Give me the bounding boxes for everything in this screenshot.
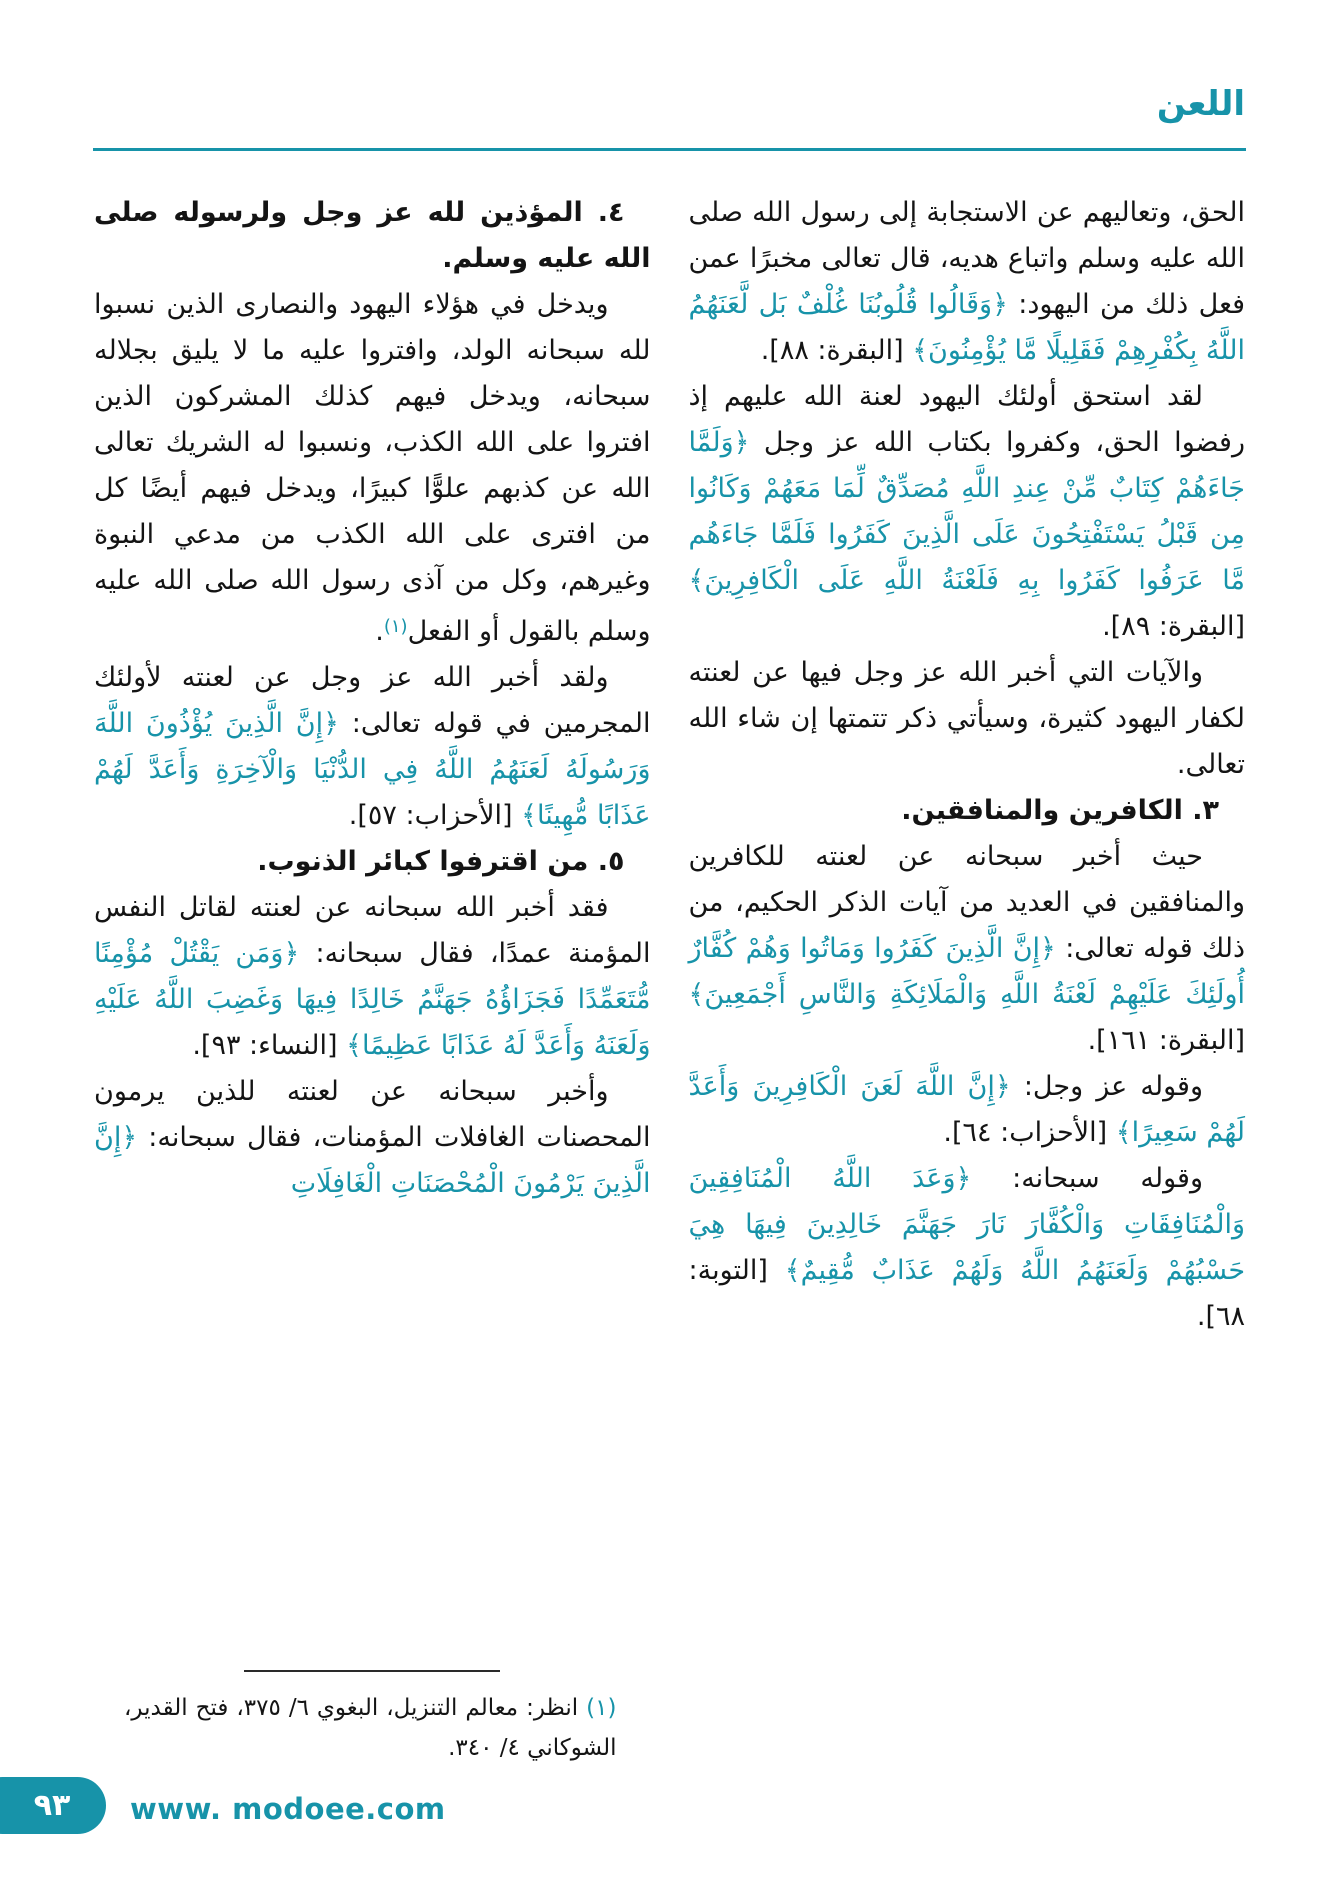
footnote-text: انظر: معالم التنزيل، البغوي ٦/ ٣٧٥، فتح القدير، الشوكاني ٤/ ٣٤٠. bbox=[124, 1695, 617, 1761]
paragraph bbox=[689, 650, 1246, 788]
verse-reference: [التوبة: ٦٨]. bbox=[688, 1255, 1245, 1332]
quran-verse: ﴿وَعَدَ اللَّهُ الْمُنَافِقِينَ وَالْمُنَافِقَاتِ وَالْكُفَّارَ نَارَ جَهَنَّمَ خَالِدِينَ فِيهَا هِيَ حَسْبُهُمْ وَلَعَنَهُمُ اللَّهُ وَلَهُمْ عَذَابٌ مُّقِيمٌ﴾ bbox=[688, 1163, 1246, 1286]
paragraph bbox=[689, 190, 1246, 374]
text-run: . bbox=[375, 616, 384, 647]
verse-reference: [البقرة: ٨٨]. bbox=[760, 335, 913, 366]
quran-verse: ﴿إِنَّ الَّذِينَ يَرْمُونَ الْمُحْصَنَاتِ الْغَافِلَاتِ bbox=[94, 1122, 651, 1199]
verse-reference: [البقرة: ١٦١]. bbox=[1087, 1025, 1245, 1056]
footnote-line bbox=[94, 1688, 651, 1768]
column-left bbox=[94, 190, 651, 1768]
verse-reference: [الأحزاب: ٦٤]. bbox=[943, 1117, 1116, 1148]
content-columns bbox=[94, 190, 1245, 1768]
page-footer bbox=[0, 1770, 1339, 1890]
text-run: ٣. الكافرين والمنافقين. bbox=[901, 795, 1219, 826]
paragraph bbox=[689, 1156, 1246, 1340]
text-run: ٤. المؤذين لله عز وجل ولرسوله صلى الله عليه وسلم. bbox=[94, 197, 651, 274]
quran-verse: ﴿وَمَن يَقْتُلْ مُؤْمِنًا مُّتَعَمِّدًا فَجَزَاؤُهُ جَهَنَّمُ خَالِدًا فِيهَا وَغَضِبَ اللَّهُ عَلَيْهِ وَلَعَنَهُ وَأَعَدَّ لَهُ عَذَابًا عَظِيمًا﴾ bbox=[94, 938, 651, 1061]
text-run: فقد أخبر الله سبحانه عن لعنته لقاتل النفس المؤمنة عمدًا، فقال سبحانه: bbox=[94, 892, 651, 969]
website-link[interactable]: www. modoee.com bbox=[130, 1792, 446, 1826]
text-run: وقوله سبحانه: bbox=[971, 1163, 1203, 1194]
page-number-badge bbox=[0, 1777, 106, 1834]
quran-verse: ﴿إِنَّ الَّذِينَ يُؤْذُونَ اللَّهَ وَرَسُولَهُ لَعَنَهُمُ اللَّهُ فِي الدُّنْيَا وَالْآخِرَةِ وَأَعَدَّ لَهُمْ عَذَابًا مُّهِينًا﴾ bbox=[94, 708, 651, 831]
column-left-text bbox=[94, 190, 651, 1207]
verse-reference: [الأحزاب: ٥٧]. bbox=[348, 800, 522, 831]
verse-reference: [البقرة: ٨٩]. bbox=[1102, 611, 1245, 642]
text-run: ولقد أخبر الله عز وجل عن لعنته لأولئك المجرمين في قوله تعالى: bbox=[94, 662, 651, 739]
verse-reference: [النساء: ٩٣]. bbox=[192, 1030, 347, 1061]
paragraph bbox=[94, 655, 651, 839]
footnote-rule bbox=[244, 1670, 500, 1672]
footnote-reference-marker: (١) bbox=[383, 616, 408, 637]
text-run: والآيات التي أخبر الله عز وجل فيها عن لعنته لكفار اليهود كثيرة، وسيأتي ذكر تتمتها إن شاء الله تعالى. bbox=[688, 657, 1245, 780]
text-run: الحق، وتعاليهم عن الاستجابة إلى رسول الله صلى الله عليه وسلم واتباع هديه، قال تعالى مخبرًا عمن فعل ذلك من اليهود: bbox=[688, 197, 1245, 320]
column-right bbox=[689, 190, 1246, 1768]
header-rule bbox=[93, 148, 1246, 151]
paragraph bbox=[689, 1064, 1246, 1156]
paragraph bbox=[689, 374, 1246, 650]
page-number: ٩٣ bbox=[33, 1788, 71, 1823]
text-run: ويدخل في هؤلاء اليهود والنصارى الذين نسبوا لله سبحانه الولد، وافتروا عليه ما لا يليق بجلاله سبحانه، ويدخل فيهم كذلك المشركون الذين افتروا على الله الكذب، ونسبوا له الشريك تعالى الله عن كذبهم علوًّا كبيرًا، ويدخل فيهم أيضًا كل من افترى على الله الكذب من مدعي النبوة وغيرهم، وكل من آذى رسول الله صلى الله عليه وسلم بالقول أو الفعل bbox=[94, 289, 651, 647]
quran-verse: ﴿وَقَالُوا قُلُوبُنَا غُلْفٌ بَل لَّعَنَهُمُ اللَّهُ بِكُفْرِهِمْ فَقَلِيلًا مَّا يُؤْمِنُونَ﴾ bbox=[688, 289, 1245, 366]
text-run: وقوله عز وجل: bbox=[1010, 1071, 1203, 1102]
section-heading bbox=[94, 190, 651, 282]
paragraph bbox=[94, 885, 651, 1069]
text-run: وأخبر سبحانه عن لعنته للذين يرمون المحصنات الغافلات المؤمنات، فقال سبحانه: bbox=[94, 1076, 651, 1153]
footnote-marker: (١) bbox=[586, 1695, 617, 1721]
paragraph bbox=[94, 1069, 651, 1207]
section-heading bbox=[94, 839, 651, 885]
paragraph bbox=[689, 834, 1246, 1064]
footnote bbox=[94, 1670, 651, 1768]
text-run: حيث أخبر سبحانه عن لعنته للكافرين والمنافقين في العديد من آيات الذكر الحكيم، من ذلك قوله تعالى: bbox=[688, 841, 1246, 964]
quran-verse: ﴿إِنَّ اللَّهَ لَعَنَ الْكَافِرِينَ وَأَعَدَّ لَهُمْ سَعِيرًا﴾ bbox=[688, 1071, 1245, 1148]
page-title: اللعن bbox=[1156, 84, 1245, 124]
quran-verse: ﴿وَلَمَّا جَاءَهُمْ كِتَابٌ مِّنْ عِندِ اللَّهِ مُصَدِّقٌ لِّمَا مَعَهُمْ وَكَانُوا مِن قَبْلُ يَسْتَفْتِحُونَ عَلَى الَّذِينَ كَفَرُوا فَلَمَّا جَاءَهُم مَّا عَرَفُوا كَفَرُوا بِهِ فَلَعْنَةُ اللَّهِ عَلَى الْكَافِرِينَ﴾ bbox=[688, 427, 1245, 596]
text-run: ٥. من اقترفوا كبائر الذنوب. bbox=[257, 846, 625, 877]
text-run: لقد استحق أولئك اليهود لعنة الله عليهم إذ رفضوا الحق، وكفروا بكتاب الله عز وجل bbox=[688, 381, 1245, 458]
quran-verse: ﴿إِنَّ الَّذِينَ كَفَرُوا وَمَاتُوا وَهُمْ كُفَّارٌ أُولَئِكَ عَلَيْهِمْ لَعْنَةُ اللَّهِ وَالْمَلَائِكَةِ وَالنَّاسِ أَجْمَعِينَ﴾ bbox=[688, 933, 1245, 1010]
section-heading bbox=[689, 788, 1246, 834]
paragraph bbox=[94, 282, 651, 655]
